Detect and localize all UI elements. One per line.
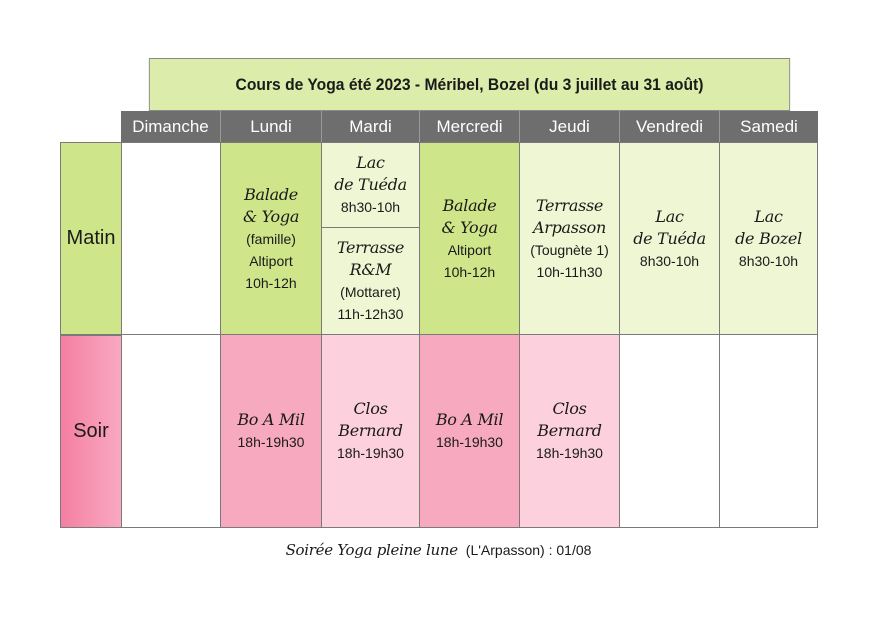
activity-title: Lac	[754, 206, 783, 226]
footer-note	[0, 538, 877, 562]
cell-matin-jeudi	[519, 142, 620, 335]
activity-time: 10h-12h	[245, 274, 297, 291]
row-label-soir: Soir	[60, 335, 122, 528]
cell-matin-dimanche	[121, 142, 221, 335]
day-jeudi: Jeudi	[519, 111, 619, 142]
day-mardi: Mardi	[321, 111, 419, 142]
activity-title: Arpasson	[533, 217, 606, 237]
activity-time: 18h-19h30	[536, 445, 603, 461]
activity-title: Terrasse	[535, 195, 604, 215]
cell-soir-lundi	[220, 334, 322, 528]
activity-time: 18h-19h30	[436, 434, 503, 450]
cell-soir-dimanche	[121, 334, 221, 528]
activity-location: Altiport	[249, 252, 293, 269]
activity-title: Bo A Mil	[237, 410, 305, 429]
activity-title: & Yoga	[441, 217, 498, 237]
cell-matin-mardi-a	[321, 142, 420, 228]
activity-location: Altiport	[447, 241, 492, 258]
activity-time: 10h-11h30	[536, 263, 603, 280]
activity-location: (Mottaret)	[340, 284, 401, 300]
footer-event: Soirée Yoga pleine lune	[285, 541, 458, 559]
day-dimanche: Dimanche	[132, 116, 209, 136]
cell-matin-lundi	[220, 142, 322, 335]
activity-title: Bernard	[338, 421, 403, 440]
activity-title: de Tuéda	[633, 228, 706, 248]
activity-title: & Yoga	[242, 206, 300, 226]
day-mercredi: Mercredi	[419, 111, 519, 142]
activity-title: Bo A Mil	[435, 410, 504, 429]
cell-soir-vendredi	[619, 334, 720, 528]
activity-time: 8h30-10h	[738, 252, 799, 269]
activity-title: Balade	[442, 195, 497, 215]
row-label-matin: Matin	[60, 142, 122, 335]
day-header-bar	[121, 111, 818, 142]
cell-matin-samedi	[719, 142, 818, 335]
cell-soir-mercredi	[419, 334, 520, 528]
activity-title: Clos	[552, 399, 587, 418]
activity-detail: (famille)	[246, 230, 296, 247]
cell-matin-vendredi	[619, 142, 720, 335]
activity-time: 18h-19h30	[337, 445, 404, 461]
day-samedi: Samedi	[719, 111, 818, 142]
activity-title: de Tuéda	[334, 175, 407, 194]
activity-location: (Tougnète 1)	[530, 241, 609, 258]
day-vendredi: Vendredi	[619, 111, 719, 142]
activity-time: 18h-19h30	[237, 434, 305, 450]
cell-soir-jeudi	[519, 334, 620, 528]
cell-soir-mardi	[321, 334, 420, 528]
activity-time: 10h-12h	[443, 263, 496, 280]
cell-matin-mardi-b	[321, 227, 420, 335]
activity-title: R&M	[349, 260, 392, 279]
activity-title: Lac	[356, 153, 385, 172]
activity-title: Balade	[244, 184, 298, 204]
activity-title: Lac	[655, 206, 684, 226]
cell-matin-mercredi	[419, 142, 520, 335]
cell-soir-samedi	[719, 334, 818, 528]
activity-time: 8h30-10h	[340, 199, 401, 215]
footer-detail: (L'Arpasson) : 01/08	[465, 542, 592, 558]
activity-title: Clos	[353, 399, 388, 418]
activity-time: 8h30-10h	[639, 252, 700, 269]
activity-time: 11h-12h30	[337, 306, 404, 322]
activity-title: Terrasse	[336, 238, 405, 257]
schedule-title: Cours de Yoga été 2023 - Méribel, Bozel (du 3 juillet au 31 août)	[149, 58, 790, 111]
activity-title: Bernard	[537, 421, 602, 440]
day-lundi: Lundi	[220, 111, 321, 142]
activity-title: de Bozel	[735, 228, 802, 248]
